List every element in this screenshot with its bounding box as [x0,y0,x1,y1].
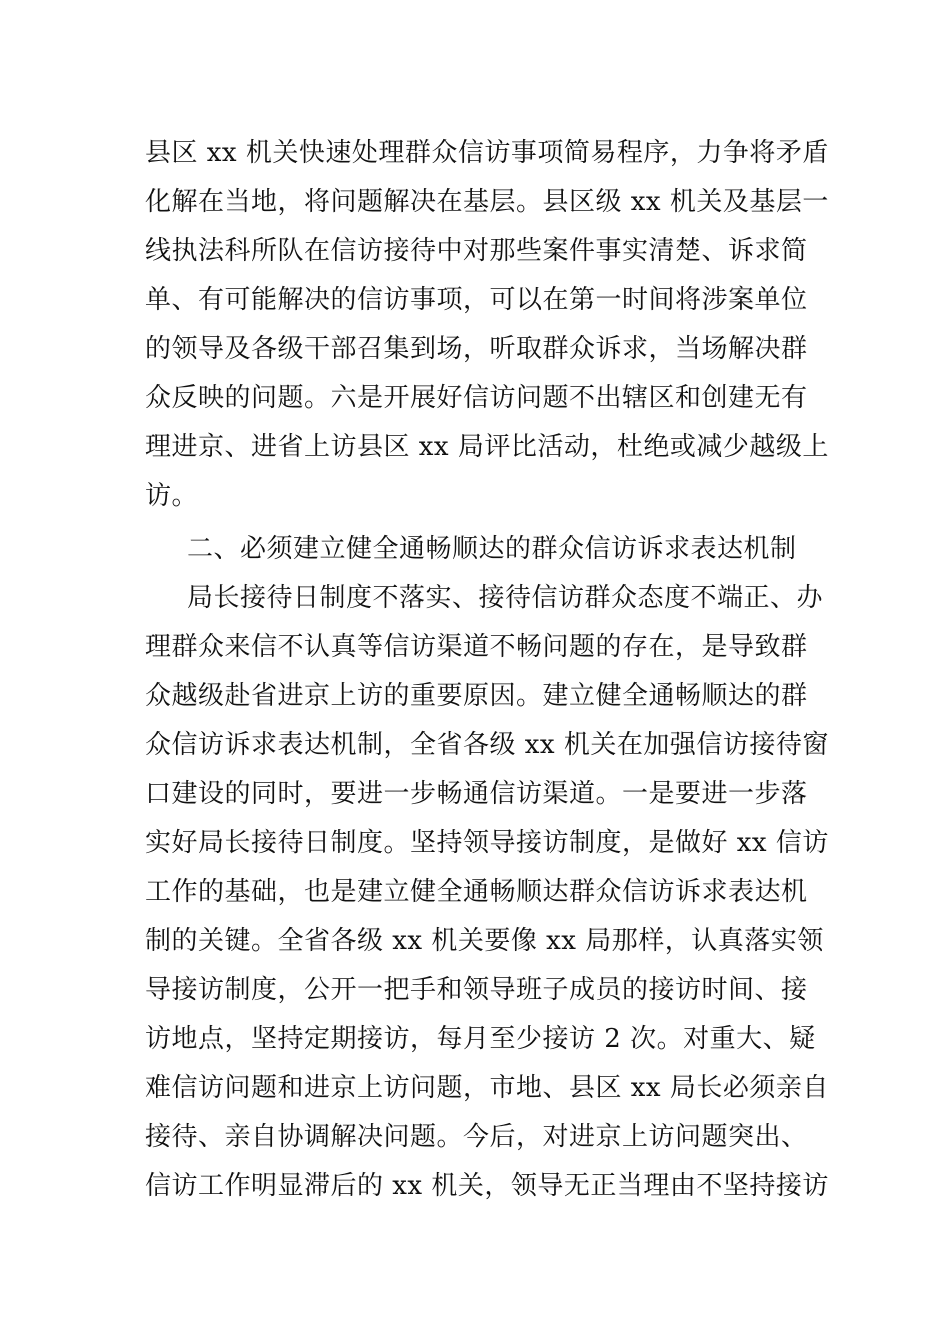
text-line: 局长接待日制度不落实、接待信访群众态度不端正、办 [187,583,824,613]
text-line: 导接访制度，公开一把手和领导班子成员的接访时间、接 [145,975,808,1005]
text-line: 信访工作明显滞后的 xx 机关，领导无正当理由不坚持接访 [145,1171,829,1201]
text-line: 众越级赴省进京上访的重要原因。建立健全通畅顺达的群 [145,681,808,711]
text-line: 访。 [145,481,199,511]
text-line: 线执法科所队在信访接待中对那些案件事实清楚、诉求简 [145,236,808,266]
text-line: 众信访诉求表达机制，全省各级 xx 机关在加强信访接待窗 [145,730,829,760]
text-line: 的领导及各级干部召集到场，听取群众诉求，当场解决群 [145,334,808,364]
text-line: 理进京、进省上访县区 xx 局评比活动，杜绝或减少越级上 [145,432,829,462]
text-line: 制的关键。全省各级 xx 机关要像 xx 局那样，认真落实领 [145,926,824,956]
text-line: 众反映的问题。六是开展好信访问题不出辖区和创建无有 [145,383,808,413]
text-line: 理群众来信不认真等信访渠道不畅问题的存在，是导致群 [145,632,808,662]
text-line: 化解在当地，将问题解决在基层。县区级 xx 机关及基层一 [145,187,829,217]
text-line: 县区 xx 机关快速处理群众信访事项简易程序，力争将矛盾 [145,138,829,168]
text-line: 难信访问题和进京上访问题，市地、县区 xx 局长必须亲自 [145,1073,829,1103]
section-heading: 二、必须建立健全通畅顺达的群众信访诉求表达机制 [187,534,797,564]
text-line: 接待、亲自协调解决问题。今后，对进京上访问题突出、 [145,1122,808,1152]
text-line: 单、有可能解决的信访事项，可以在第一时间将涉案单位 [145,285,808,315]
text-line: 工作的基础，也是建立健全通畅顺达群众信访诉求表达机 [145,877,808,907]
text-line: 访地点，坚持定期接访，每月至少接访 2 次。对重大、疑 [145,1024,816,1054]
text-line: 口建设的同时，要进一步畅通信访渠道。一是要进一步落 [145,779,808,809]
text-line: 实好局长接待日制度。坚持领导接访制度，是做好 xx 信访 [145,828,829,858]
